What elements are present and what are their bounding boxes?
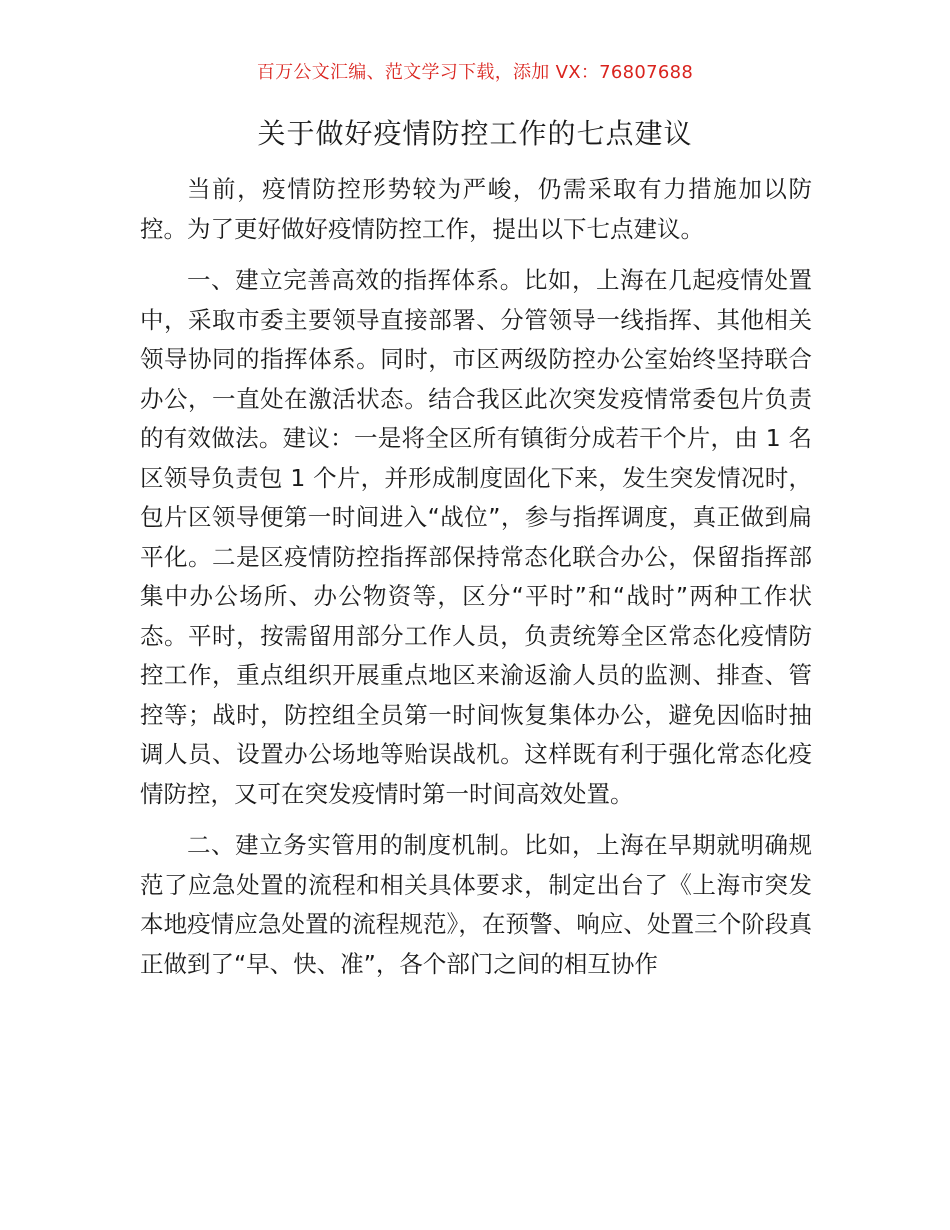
document-body <box>140 170 812 984</box>
paragraph-point-1: 一、建立完善高效的指挥体系。比如，上海在几起疫情处置中，采取市委主要领导直接部署、分管领导一线指挥、其他相关领导协同的指挥体系。同时，市区两级防控办公室始终坚持联合办公，一直处在激活状态。结合我区此次突发疫情常委包片负责的有效做法。建议：一是将全区所有镇街分成若干个片，由 1 名区领导负责包 1 个片，并形成制度固化下来，发生突发情况时，包片区领导便第一时间进入“战位”，参与指挥调度，真正做到扁平化。二是区疫情防控指挥部保持常态化联合办公，保留指挥部集中办公场所、办公物资等，区分“平时”和“战时”两种工作状态。平时，按需留用部分工作人员，负责统筹全区常态化疫情防控工作，重点组织开展重点地区来渝返渝人员的监测、排查、管控等；战时，防控组全员第一时间恢复集体办公，避免因临时抽调人员、设置办公场地等贻误战机。这样既有利于强化常态化疫情防控，又可在突发疫情时第一时间高效处置。 <box>140 266 812 808</box>
document-title: 关于做好疫情防控工作的七点建议 <box>257 117 693 150</box>
paragraph-intro: 当前，疫情防控形势较为严峻，仍需采取有力措施加以防控。为了更好做好疫情防控工作，提出以下七点建议。 <box>140 175 812 243</box>
watermark-text: 百万公文汇编、范文学习下载，添加 VX：76807688 <box>256 62 694 83</box>
paragraph-point-2: 二、建立务实管用的制度机制。比如，上海在早期就明确规范了应急处置的流程和相关具体要求，制定出台了《上海市突发本地疫情应急处置的流程规范》，在预警、响应、处置三个阶段真正做到了“早、快、准”，各个部门之间的相互协作 <box>140 831 812 978</box>
